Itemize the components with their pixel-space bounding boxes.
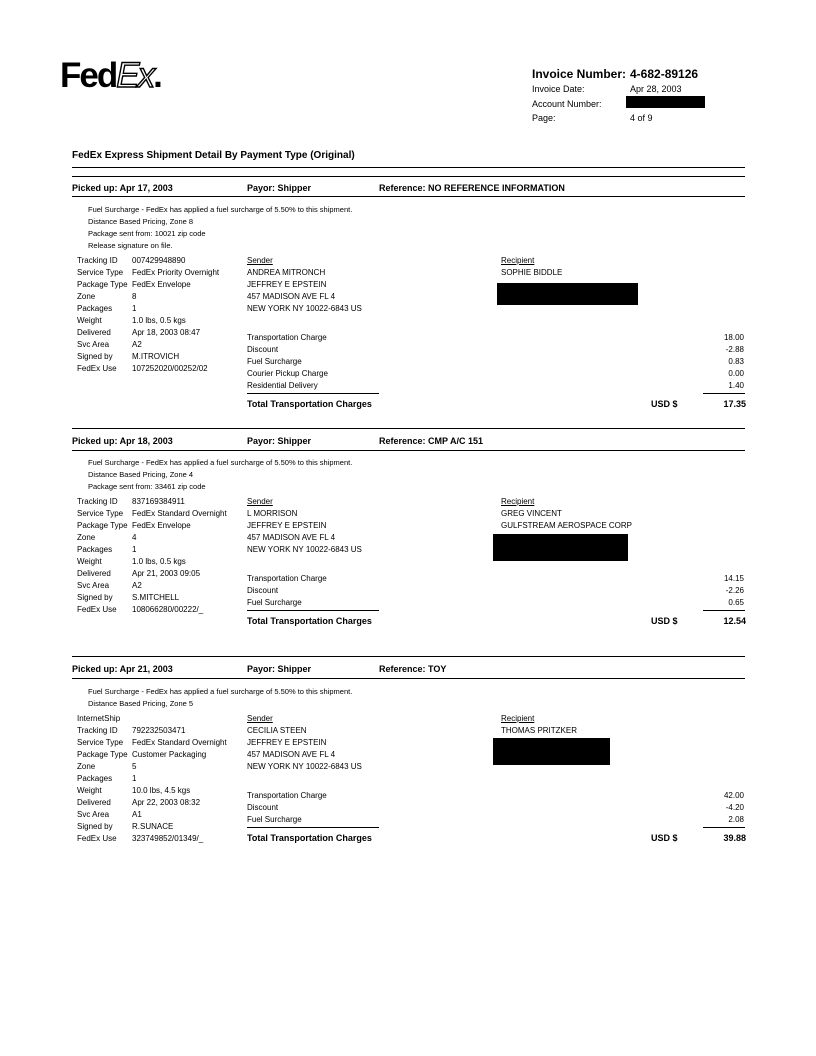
- invoice-date-label: Invoice Date:: [532, 84, 585, 94]
- package-type-label: Package Type: [77, 280, 128, 289]
- charge-label: Discount: [247, 803, 279, 812]
- charge-amount: -4.20: [725, 803, 744, 812]
- divider: [72, 450, 745, 451]
- weight-label: Weight: [77, 557, 102, 566]
- divider: [72, 167, 745, 168]
- weight-label: Weight: [77, 316, 102, 325]
- charge-amount: 2.08: [728, 815, 744, 824]
- internetship-label: InternetShip: [77, 714, 121, 723]
- fedex-use-label: FedEx Use: [77, 364, 117, 373]
- total-label: Total Transportation Charges: [247, 833, 372, 843]
- recipient-label: Recipient: [501, 256, 535, 265]
- divider: [72, 196, 745, 197]
- divider: [247, 393, 379, 394]
- total-label: Total Transportation Charges: [247, 616, 372, 626]
- svc-area: A2: [132, 581, 142, 590]
- weight: 10.0 lbs, 4.5 kgs: [132, 786, 191, 795]
- account-number-label: Account Number:: [532, 99, 602, 109]
- reference: Reference: CMP A/C 151: [379, 436, 484, 446]
- service-type-label: Service Type: [77, 268, 124, 277]
- signed-by-label: Signed by: [77, 593, 113, 602]
- service-type: FedEx Priority Overnight: [132, 268, 220, 277]
- redacted-recipient-address: [497, 283, 638, 305]
- recipient-line: GULFSTREAM AEROSPACE CORP: [501, 521, 632, 530]
- zone-label: Zone: [77, 533, 96, 542]
- note: Fuel Surcharge - FedEx has applied a fuel surcharge of 5.50% to this shipment.: [88, 458, 353, 467]
- invoice-number-label: Invoice Number:: [532, 67, 627, 81]
- note: Distance Based Pricing, Zone 4: [88, 470, 194, 479]
- note: Distance Based Pricing, Zone 5: [88, 699, 194, 708]
- divider: [247, 827, 379, 828]
- recipient-line: THOMAS PRITZKER: [501, 726, 578, 735]
- reference: Reference: NO REFERENCE INFORMATION: [379, 183, 565, 193]
- package-type: FedEx Envelope: [132, 280, 191, 289]
- service-type: FedEx Standard Overnight: [132, 509, 227, 518]
- tracking-id: 007429948890: [132, 256, 186, 265]
- delivered: Apr 18, 2003 08:47: [132, 328, 201, 337]
- delivered: Apr 22, 2003 08:32: [132, 798, 201, 807]
- packages-label: Packages: [77, 545, 113, 554]
- invoice-date: Apr 28, 2003: [630, 84, 682, 94]
- sender-line: JEFFREY E EPSTEIN: [247, 738, 327, 747]
- currency: USD $: [651, 833, 678, 843]
- signed-by: M.ITROVICH: [132, 352, 180, 361]
- delivered-label: Delivered: [77, 328, 111, 337]
- divider: [703, 610, 745, 611]
- service-type-label: Service Type: [77, 738, 124, 747]
- note: Package sent from: 33461 zip code: [88, 482, 206, 491]
- fedex-use: 323749852/01349/_: [132, 834, 204, 843]
- delivered-label: Delivered: [77, 798, 111, 807]
- zone: 5: [132, 762, 137, 771]
- redacted-account-number: [626, 96, 705, 108]
- tracking-id: 792232503471: [132, 726, 186, 735]
- delivered-label: Delivered: [77, 569, 111, 578]
- document-title: FedEx Express Shipment Detail By Payment Type (Original): [72, 150, 355, 161]
- page-number: 4 of 9: [630, 113, 653, 123]
- charge-amount: 14.15: [723, 574, 744, 583]
- charge-label: Courier Pickup Charge: [247, 369, 328, 378]
- recipient-line: GREG VINCENT: [501, 509, 562, 518]
- charge-label: Discount: [247, 586, 279, 595]
- charge-amount: -2.88: [725, 345, 744, 354]
- fedex-use-label: FedEx Use: [77, 605, 117, 614]
- sender-line: 457 MADISON AVE FL 4: [247, 750, 336, 759]
- service-type: FedEx Standard Overnight: [132, 738, 227, 747]
- signed-by-label: Signed by: [77, 352, 113, 361]
- recipient-label: Recipient: [501, 497, 535, 506]
- picked-up-date: Picked up: Apr 21, 2003: [72, 664, 173, 674]
- fedex-logo: FedEx.: [60, 56, 161, 95]
- note: Release signature on file.: [88, 241, 173, 250]
- packages-label: Packages: [77, 774, 113, 783]
- charge-label: Transportation Charge: [247, 791, 327, 800]
- divider: [703, 393, 745, 394]
- recipient-label: Recipient: [501, 714, 535, 723]
- packages: 1: [132, 304, 137, 313]
- note: Package sent from: 10021 zip code: [88, 229, 206, 238]
- charge-label: Transportation Charge: [247, 574, 327, 583]
- sender-line: ANDREA MITRONCH: [247, 268, 326, 277]
- sender-line: CECILIA STEEN: [247, 726, 307, 735]
- charge-label: Transportation Charge: [247, 333, 327, 342]
- currency: USD $: [651, 399, 678, 409]
- total-amount: 12.54: [723, 616, 746, 626]
- sender-line: L MORRISON: [247, 509, 298, 518]
- divider: [247, 610, 379, 611]
- package-type-label: Package Type: [77, 750, 128, 759]
- fedex-use: 107252020/00252/02: [132, 364, 208, 373]
- divider: [72, 428, 745, 429]
- charge-amount: 0.00: [728, 369, 744, 378]
- payor: Payor: Shipper: [247, 664, 312, 674]
- zone: 8: [132, 292, 137, 301]
- svc-area: A1: [132, 810, 142, 819]
- zone-label: Zone: [77, 762, 96, 771]
- total-label: Total Transportation Charges: [247, 399, 372, 409]
- payor: Payor: Shipper: [247, 436, 312, 446]
- charge-label: Fuel Surcharge: [247, 357, 302, 366]
- sender-line: NEW YORK NY 10022-6843 US: [247, 545, 362, 554]
- charge-label: Discount: [247, 345, 279, 354]
- note: Fuel Surcharge - FedEx has applied a fuel surcharge of 5.50% to this shipment.: [88, 687, 353, 696]
- svc-area: A2: [132, 340, 142, 349]
- sender-line: NEW YORK NY 10022-6843 US: [247, 762, 362, 771]
- charge-amount: 42.00: [723, 791, 744, 800]
- packages-label: Packages: [77, 304, 113, 313]
- note: Distance Based Pricing, Zone 8: [88, 217, 194, 226]
- sender-line: 457 MADISON AVE FL 4: [247, 533, 336, 542]
- fedex-use-label: FedEx Use: [77, 834, 117, 843]
- sender-line: JEFFREY E EPSTEIN: [247, 280, 327, 289]
- sender-line: 457 MADISON AVE FL 4: [247, 292, 336, 301]
- charge-label: Fuel Surcharge: [247, 598, 302, 607]
- currency: USD $: [651, 616, 678, 626]
- charge-amount: 18.00: [723, 333, 744, 342]
- service-type-label: Service Type: [77, 509, 124, 518]
- zone-label: Zone: [77, 292, 96, 301]
- picked-up-date: Picked up: Apr 18, 2003: [72, 436, 173, 446]
- charge-label: Fuel Surcharge: [247, 815, 302, 824]
- tracking-id-label: Tracking ID: [77, 726, 118, 735]
- tracking-id: 837169384911: [132, 497, 185, 506]
- redacted-recipient-address: [493, 534, 628, 561]
- charge-amount: 0.83: [728, 357, 744, 366]
- signed-by: R.SUNACE: [132, 822, 174, 831]
- charge-amount: -2.26: [725, 586, 744, 595]
- payor: Payor: Shipper: [247, 183, 312, 193]
- packages: 1: [132, 545, 137, 554]
- sender-line: NEW YORK NY 10022-6843 US: [247, 304, 362, 313]
- divider: [72, 678, 745, 679]
- packages: 1: [132, 774, 137, 783]
- redacted-recipient-address: [493, 738, 610, 765]
- charge-amount: 0.65: [728, 598, 744, 607]
- invoice-number: 4-682-89126: [630, 67, 699, 81]
- sender-line: JEFFREY E EPSTEIN: [247, 521, 327, 530]
- divider: [72, 656, 745, 657]
- note: Fuel Surcharge - FedEx has applied a fuel surcharge of 5.50% to this shipment.: [88, 205, 353, 214]
- weight-label: Weight: [77, 786, 102, 795]
- total-amount: 17.35: [723, 399, 746, 409]
- page-label: Page:: [532, 113, 556, 123]
- svc-area-label: Svc Area: [77, 581, 110, 590]
- recipient-line: SOPHIE BIDDLE: [501, 268, 563, 277]
- charge-amount: 1.40: [728, 381, 744, 390]
- fedex-use: 108066280/00222/_: [132, 605, 204, 614]
- tracking-id-label: Tracking ID: [77, 497, 118, 506]
- weight: 1.0 lbs, 0.5 kgs: [132, 557, 186, 566]
- zone: 4: [132, 533, 137, 542]
- delivered: Apr 21, 2003 09:05: [132, 569, 201, 578]
- sender-label: Sender: [247, 497, 273, 506]
- signed-by-label: Signed by: [77, 822, 113, 831]
- sender-label: Sender: [247, 256, 273, 265]
- picked-up-date: Picked up: Apr 17, 2003: [72, 183, 173, 193]
- svc-area-label: Svc Area: [77, 340, 110, 349]
- divider: [72, 176, 745, 177]
- package-type-label: Package Type: [77, 521, 128, 530]
- sender-label: Sender: [247, 714, 273, 723]
- tracking-id-label: Tracking ID: [77, 256, 118, 265]
- signed-by: S.MITCHELL: [132, 593, 180, 602]
- package-type: Customer Packaging: [132, 750, 207, 759]
- svc-area-label: Svc Area: [77, 810, 110, 819]
- reference: Reference: TOY: [379, 664, 447, 674]
- weight: 1.0 lbs, 0.5 kgs: [132, 316, 186, 325]
- divider: [703, 827, 745, 828]
- package-type: FedEx Envelope: [132, 521, 191, 530]
- charge-label: Residential Delivery: [247, 381, 318, 390]
- total-amount: 39.88: [723, 833, 746, 843]
